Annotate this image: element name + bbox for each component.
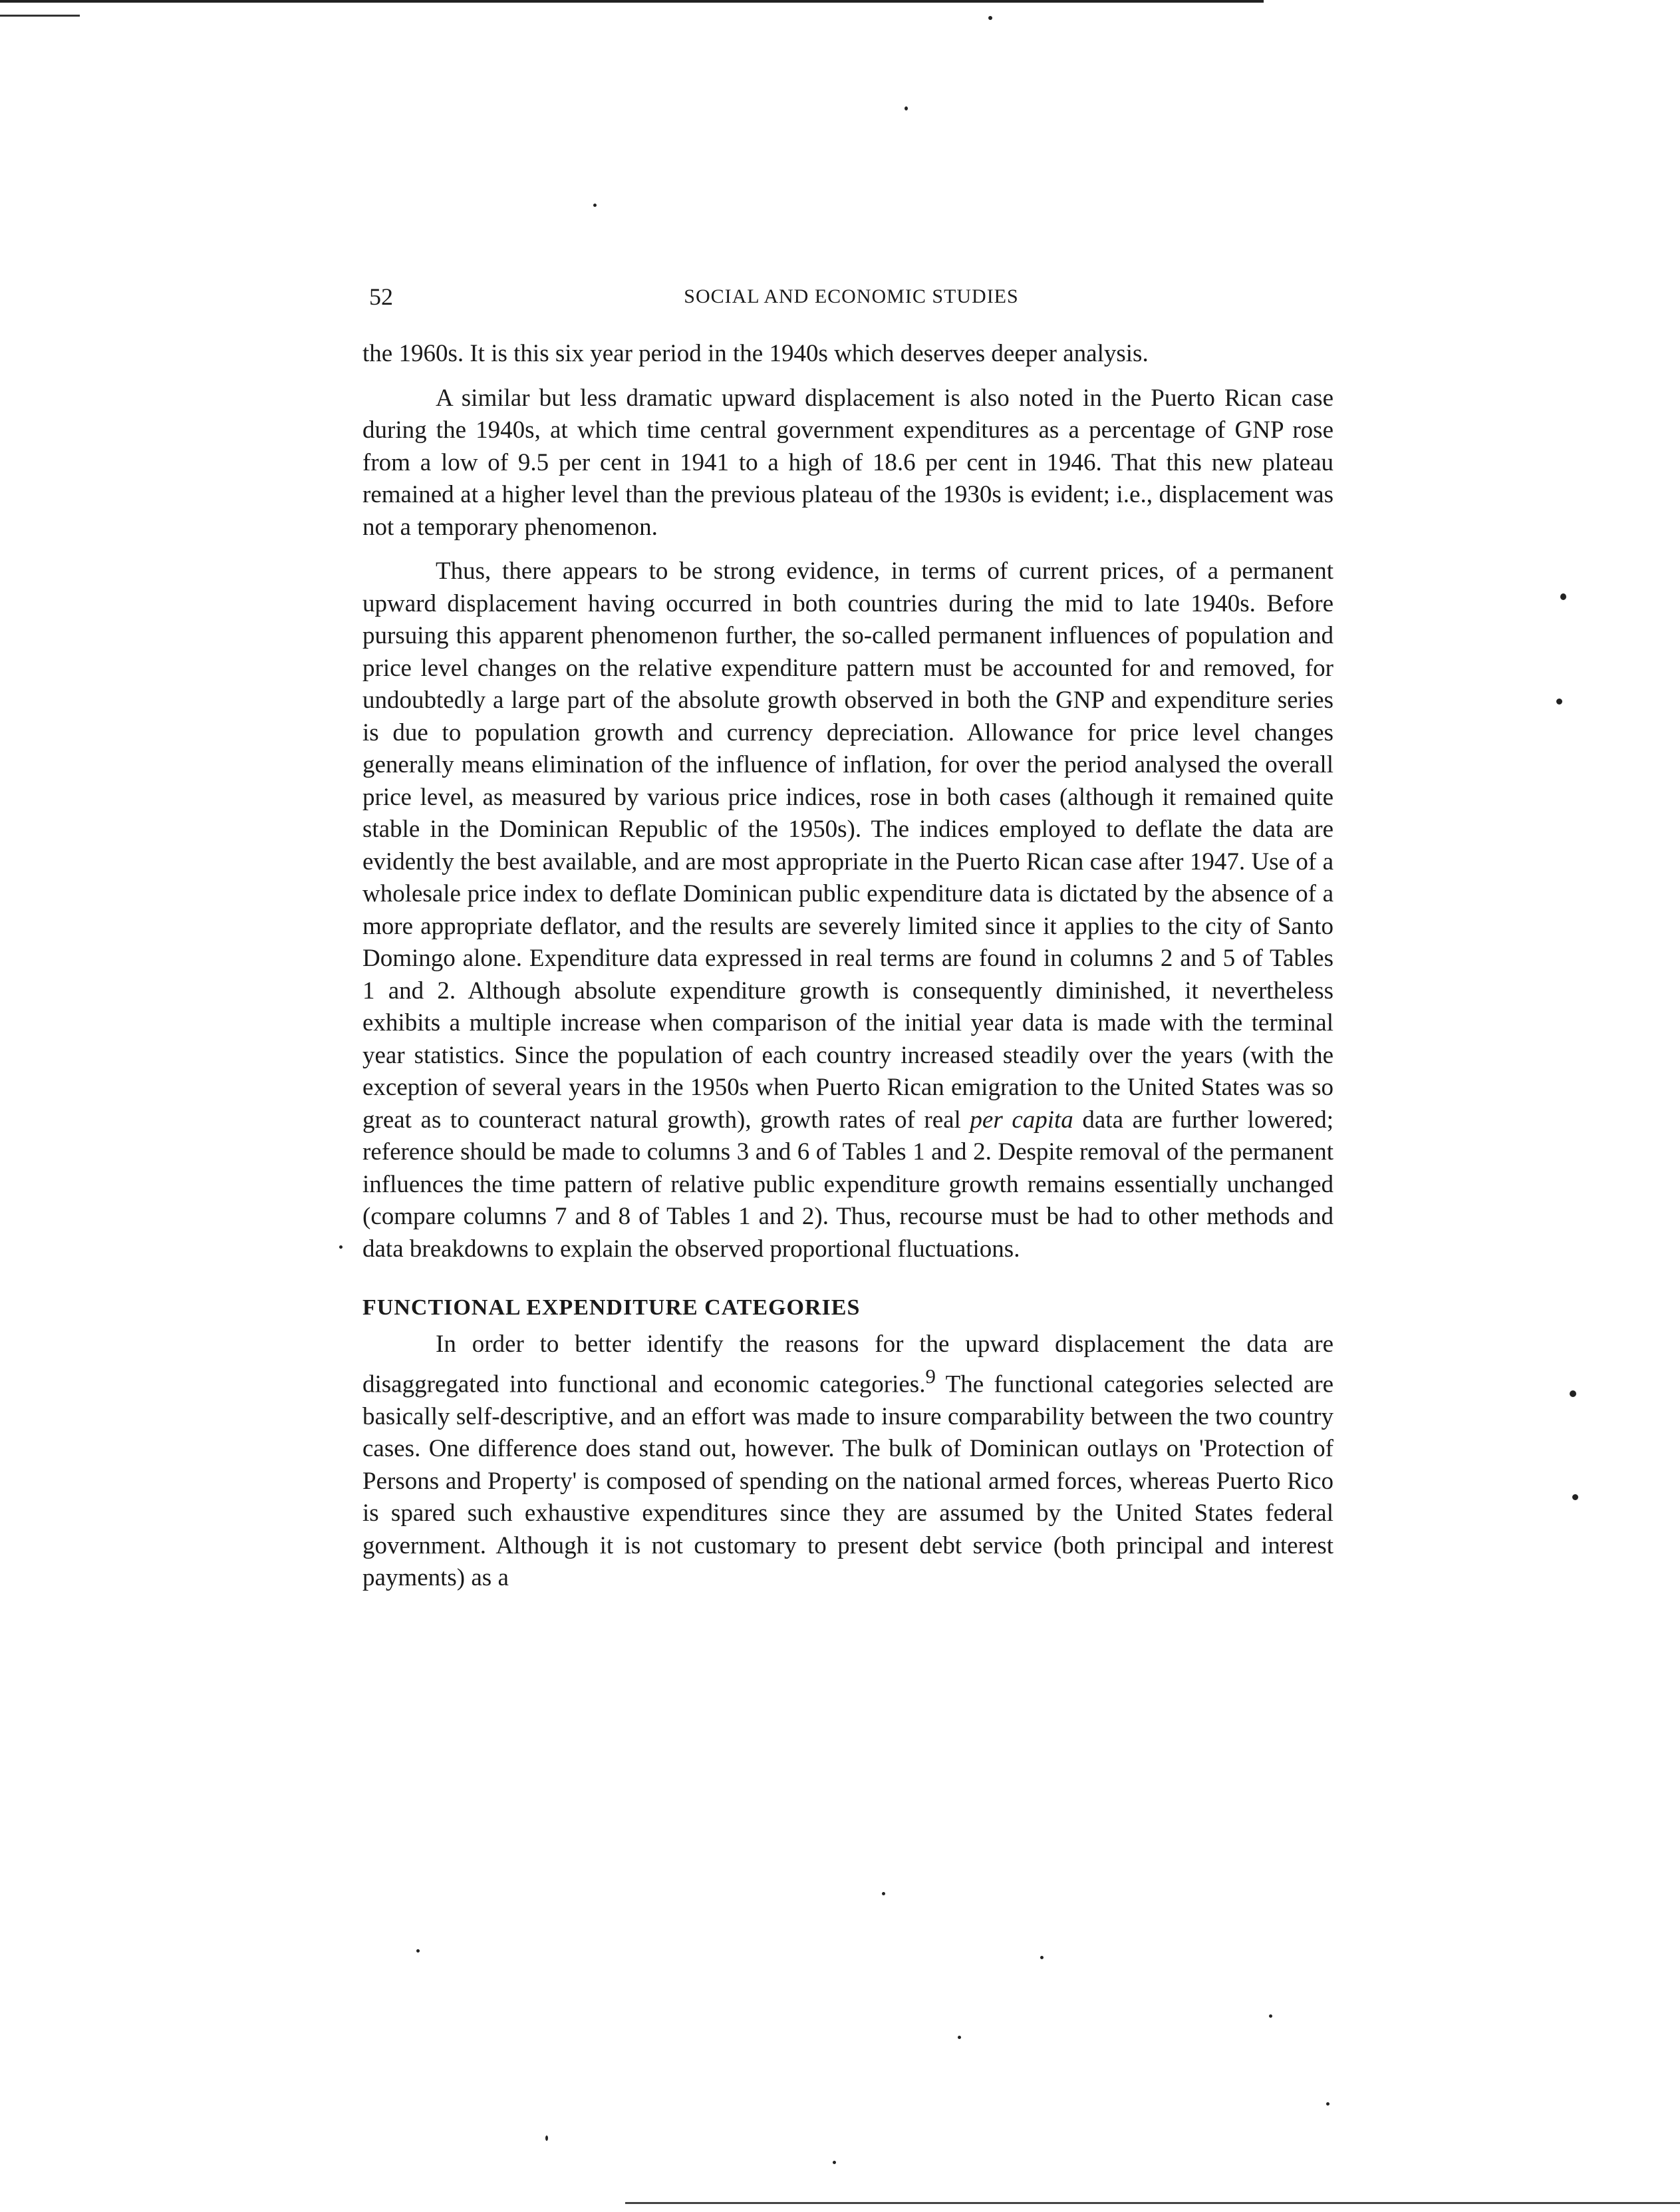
scan-speck (593, 204, 597, 207)
page-header (369, 283, 1333, 316)
scan-speck (1040, 1956, 1044, 1959)
italic-term: per capita (970, 1106, 1073, 1134)
scan-speck (958, 2036, 961, 2039)
scan-speck (1326, 2102, 1330, 2106)
scan-speck (905, 106, 908, 110)
article-body (362, 338, 1333, 1607)
scan-speck (1269, 2014, 1272, 2018)
scan-speck (416, 1949, 420, 1953)
page-number: 52 (369, 283, 393, 310)
scan-speck (1560, 593, 1566, 600)
paragraph-text: A similar but less dramatic upward displacement is also noted in the Puerto Rican case during the 1940s, at which time central government expenditures as a percentage of GNP rose from a low of 9.5 per cent in 1941 to a high of 18.6 per cent in 1946. That this new plateau remained at a higher level than the previous plateau of the 1930s is evident; i.e., displacement was not a temporary phenomenon. (362, 384, 1333, 541)
paragraph-text: data are further lowered; reference should be made to columns 3 and 6 of Tables 1 and 2. Despite removal of the permanent influences the time pattern of relative public expenditure growth remains essentially unchanged (compare columns 7 and 8 of Tables 1 and 2). Thus, recourse must be had to other methods and data breakdowns to explain the observed proportional fluctuations. (362, 1106, 1334, 1263)
scan-top-rule (0, 0, 1264, 3)
scan-speck (1572, 1494, 1578, 1500)
scan-speck (1570, 1390, 1576, 1397)
running-head: SOCIAL AND ECONOMIC STUDIES (684, 285, 1019, 307)
paragraph (362, 1329, 1333, 1595)
paragraph-text: Thus, there appears to be strong evidence, in terms of current prices, of a permanent upward displacement having occurred in both countries during the mid to late 1940s. Before pursuing this apparent phenomenon further, the so-called permanent influences of population and price level changes on the relative expenditure pattern must be accounted for and removed, for undoubtedly a large part of the absolute growth observed in both the GNP and expenditure series is due to population growth and currency depreciation. Allowance for price level changes generally means elimination of the influence of inflation, for over the period analysed the overall price level, as measured by various price indices, rose in both cases (although it remained quite stable in the Dominican Republic of the 1950s). The indices employed to deflate the data are evidently the best available, and are most appropriate in the Puerto Rican case after 1947. Use of a wholesale price index to deflate Dominican public expenditure data is dictated by the absence of a more appropriate deflator, and the results are severely limited since it applies to the city of Santo Domingo alone. Expenditure data expressed in real terms are found in columns 2 and 5 of Tables 1 and 2. Although absolute expenditure growth is consequently diminished, it nevertheless exhibits a multiple increase when comparison of the initial year data is made with the terminal year statistics. Since the population of each country increased steadily over the years (with the exception of several years in the 1950s when Puerto Rican emigration to the United States was so great as to counteract natural growth), growth rates of real (362, 557, 1333, 1134)
section-heading: FUNCTIONAL EXPENDITURE CATEGORIES (362, 1295, 861, 1320)
paragraph-text: the 1960s. It is this six year period in the 1940s which deserves deeper analysis. (362, 340, 1149, 367)
paragraph (362, 338, 1333, 371)
scan-speck (988, 16, 992, 20)
scan-speck (339, 1245, 343, 1249)
paragraph (362, 383, 1333, 544)
scan-bottom-rule (625, 2202, 1680, 2204)
paragraph (362, 555, 1333, 1265)
scan-speck (882, 1892, 885, 1895)
paragraph-text: The functional categories selected are basically self-descriptive, and an effort was made to insure comparability between the two country cases. One difference does stand out, however. The bulk of Dominican outlays on 'Protection of Persons and Property' is composed of spending on the national armed forces, whereas Puerto Rico is spared such exhaustive expenditures since they are assumed by the United States federal government. Although it is not customary to present debt service (both principal and interest payments) as a (362, 1370, 1333, 1592)
scan-top-mark (0, 15, 80, 17)
scan-speck (1556, 699, 1562, 705)
footnote-marker: 9 (925, 1365, 936, 1388)
scan-speck (833, 2161, 836, 2164)
paragraph-text: In order to better identify the reasons for the upward displacement the data are disaggregated into functional and economic categories. (362, 1330, 1333, 1398)
scan-speck (545, 2135, 548, 2141)
